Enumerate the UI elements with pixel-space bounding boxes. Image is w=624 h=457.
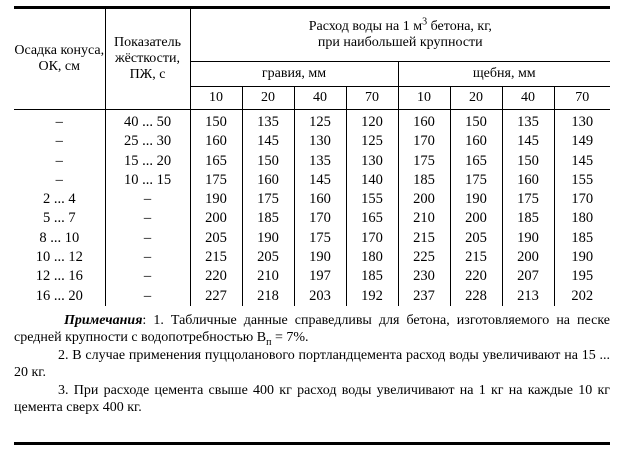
notes-block — [14, 306, 610, 417]
notes-label: Примечания — [64, 312, 143, 328]
header-water-consumption — [190, 9, 610, 62]
slump-cell: – — [55, 152, 63, 169]
water-value-cell: 175 — [294, 229, 346, 248]
water-value-cell: 175 — [242, 190, 294, 209]
water-value-cell: 185 — [398, 171, 450, 190]
note-2: 2. В случае применения пуццоланового портландцемента расход воды увеличивают на 15 ... 20 кг. — [14, 347, 610, 381]
water-value-cell: 125 — [346, 132, 398, 151]
water-value-cell: 190 — [554, 248, 610, 267]
water-value-cell: 195 — [554, 267, 610, 286]
water-value-cell: 130 — [554, 110, 610, 133]
water-value-cell: 190 — [450, 190, 502, 209]
bottom-rule — [14, 442, 610, 445]
water-value-cell: 227 — [190, 287, 242, 306]
water-value-cell: 175 — [190, 171, 242, 190]
header-title-part1: Расход воды на 1 м — [308, 19, 423, 34]
water-value-cell: 150 — [450, 110, 502, 133]
water-value-cell: 207 — [502, 267, 554, 286]
stiffness-cell: 10 ... 15 — [105, 171, 190, 190]
water-value-cell: 170 — [398, 132, 450, 151]
header-stiffness: Показатель жёсткости, ПЖ, с — [105, 9, 190, 110]
water-value-cell: 145 — [554, 152, 610, 171]
water-value-cell: 165 — [450, 152, 502, 171]
water-value-cell: 160 — [242, 171, 294, 190]
water-value-cell: 228 — [450, 287, 502, 306]
water-value-cell: 220 — [190, 267, 242, 286]
water-value-cell: 225 — [398, 248, 450, 267]
slump-cell: 10 ... 12 — [35, 249, 83, 266]
water-value-cell: 165 — [190, 152, 242, 171]
water-value-cell: 190 — [190, 190, 242, 209]
water-value-cell: 200 — [398, 190, 450, 209]
note-1-text-a: : 1. Табличные данные справедливы для бетона, изготовляемого на песке средней крупности с водопотребностью В — [14, 312, 610, 346]
slump-cell: 16 ... 20 — [35, 287, 83, 304]
water-value-cell: 160 — [398, 110, 450, 133]
slump-cell: – — [55, 133, 63, 150]
table-row — [14, 171, 610, 190]
water-value-cell: 200 — [450, 209, 502, 228]
note-1-sub: п — [266, 337, 272, 349]
header-title-line2: при наибольшей крупности — [317, 35, 483, 50]
water-value-cell: 200 — [502, 248, 554, 267]
water-value-cell: 155 — [346, 190, 398, 209]
header-size-cell: 40 — [294, 87, 346, 110]
header-size-cell: 10 — [398, 87, 450, 110]
water-value-cell: 149 — [554, 132, 610, 151]
water-value-cell: 120 — [346, 110, 398, 133]
water-value-cell: 150 — [190, 110, 242, 133]
stiffness-cell: – — [105, 287, 190, 306]
water-value-cell: 160 — [450, 132, 502, 151]
header-size-cell: 40 — [502, 87, 554, 110]
header-size-cell: 70 — [346, 87, 398, 110]
water-value-cell: 160 — [294, 190, 346, 209]
table-row — [14, 190, 610, 209]
water-value-cell: 205 — [190, 229, 242, 248]
water-value-cell: 135 — [502, 110, 554, 133]
table-row — [14, 229, 610, 248]
water-value-cell: 205 — [450, 229, 502, 248]
water-value-cell: 185 — [242, 209, 294, 228]
water-value-cell: 130 — [346, 152, 398, 171]
water-value-cell: 175 — [450, 171, 502, 190]
stiffness-cell: – — [105, 248, 190, 267]
stiffness-cell: 25 ... 30 — [105, 132, 190, 151]
header-size-cell: 10 — [190, 87, 242, 110]
water-value-cell: 180 — [346, 248, 398, 267]
water-value-cell: 135 — [294, 152, 346, 171]
header-size-cell: 70 — [554, 87, 610, 110]
water-value-cell: 180 — [554, 209, 610, 228]
water-value-cell: 145 — [502, 132, 554, 151]
water-value-cell: 197 — [294, 267, 346, 286]
table-row — [14, 152, 610, 171]
water-value-cell: 237 — [398, 287, 450, 306]
water-value-cell: 135 — [242, 110, 294, 133]
table-row — [14, 132, 610, 151]
water-value-cell: 150 — [242, 152, 294, 171]
water-value-cell: 160 — [190, 132, 242, 151]
stiffness-cell: – — [105, 209, 190, 228]
water-value-cell: 155 — [554, 171, 610, 190]
water-value-cell: 200 — [190, 209, 242, 228]
header-slump: Осадка конуса, ОК, см — [14, 9, 105, 110]
water-value-cell: 170 — [554, 190, 610, 209]
header-size-cell: 20 — [242, 87, 294, 110]
water-value-cell: 190 — [294, 248, 346, 267]
slump-cell: 2 ... 4 — [42, 191, 76, 208]
table-row — [14, 287, 610, 306]
water-value-cell: 185 — [502, 209, 554, 228]
header-title-sup: 3 — [422, 16, 428, 28]
slump-cell: – — [55, 114, 63, 130]
water-value-cell: 160 — [502, 171, 554, 190]
stiffness-cell: – — [105, 190, 190, 209]
water-consumption-table — [14, 9, 610, 306]
stiffness-cell: 40 ... 50 — [105, 110, 190, 133]
water-value-cell: 185 — [346, 267, 398, 286]
water-value-cell: 165 — [346, 209, 398, 228]
header-gravel: гравия, мм — [190, 62, 398, 87]
note-1 — [14, 312, 610, 347]
header-title-part2: бетона, кг, — [427, 19, 492, 34]
water-value-cell: 150 — [502, 152, 554, 171]
water-value-cell: 230 — [398, 267, 450, 286]
table-row — [14, 267, 610, 286]
table-row — [14, 110, 610, 133]
water-value-cell: 145 — [242, 132, 294, 151]
water-value-cell: 210 — [398, 209, 450, 228]
water-value-cell: 145 — [294, 171, 346, 190]
water-value-cell: 170 — [294, 209, 346, 228]
slump-cell: – — [55, 171, 63, 188]
stiffness-cell: – — [105, 267, 190, 286]
slump-cell: 5 ... 7 — [42, 210, 76, 227]
water-value-cell: 218 — [242, 287, 294, 306]
note-3: 3. При расходе цемента свыше 400 кг расход воды увеличивают на 1 кг на каждые 10 кг цемента сверх 400 кг. — [14, 382, 610, 416]
water-value-cell: 203 — [294, 287, 346, 306]
water-value-cell: 215 — [450, 248, 502, 267]
water-value-cell: 215 — [398, 229, 450, 248]
water-value-cell: 190 — [242, 229, 294, 248]
table-row — [14, 209, 610, 228]
water-value-cell: 210 — [242, 267, 294, 286]
water-value-cell: 205 — [242, 248, 294, 267]
water-value-cell: 220 — [450, 267, 502, 286]
water-consumption-table-block — [14, 6, 610, 417]
water-value-cell: 140 — [346, 171, 398, 190]
stiffness-cell: – — [105, 229, 190, 248]
slump-cell: 8 ... 10 — [39, 229, 80, 246]
water-value-cell: 130 — [294, 132, 346, 151]
note-1-text-b: = 7%. — [271, 330, 309, 346]
water-value-cell: 215 — [190, 248, 242, 267]
water-value-cell: 185 — [554, 229, 610, 248]
header-size-cell: 20 — [450, 87, 502, 110]
water-value-cell: 170 — [346, 229, 398, 248]
water-value-cell: 125 — [294, 110, 346, 133]
water-value-cell: 202 — [554, 287, 610, 306]
stiffness-cell: 15 ... 20 — [105, 152, 190, 171]
slump-cell: 12 ... 16 — [35, 268, 83, 285]
water-value-cell: 175 — [502, 190, 554, 209]
water-value-cell: 190 — [502, 229, 554, 248]
water-value-cell: 175 — [398, 152, 450, 171]
table-row — [14, 248, 610, 267]
water-value-cell: 192 — [346, 287, 398, 306]
water-value-cell: 213 — [502, 287, 554, 306]
header-crushed-stone: щебня, мм — [398, 62, 610, 87]
